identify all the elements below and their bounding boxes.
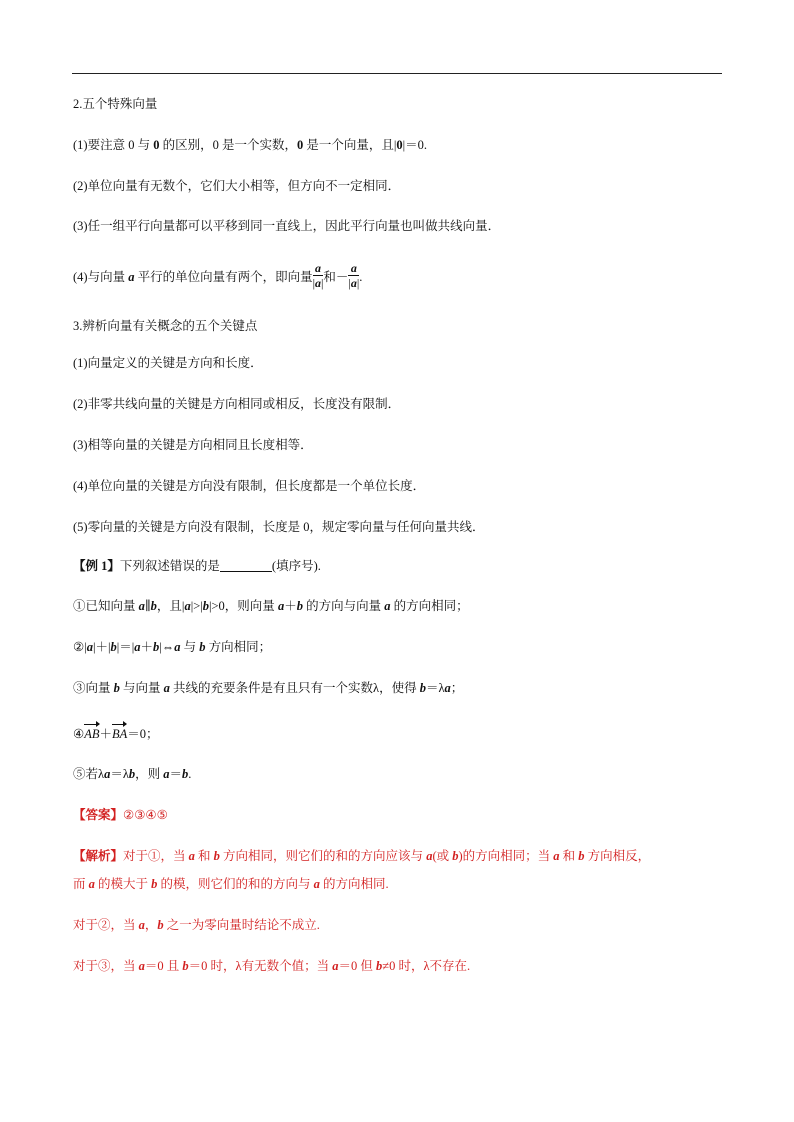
example-stem: 【例 1】下列叙述错误的是 (填序号). <box>73 559 321 573</box>
section3-item-5: (5)零向量的关键是方向没有限制，长度是 0，规定零向量与任何向量共线． <box>73 520 485 534</box>
analysis-line-1: 【解析】对于①，当 a 和 b 方向相同，则它们的和的方向应该与 a(或 b)的方向相同；当 a 和 b 方向相反， <box>73 849 651 863</box>
header-rule <box>72 73 722 74</box>
answer-line <box>73 807 168 823</box>
answer-blank <box>220 559 272 572</box>
unit-vector-fraction: $\frac{a}{|a|}$ <box>312 261 324 290</box>
analysis-line-2: 而 a 的模大于 b 的模，则它们的和的方向与 a 的方向相同. <box>73 877 389 891</box>
analysis-line-4: 对于③，当 a＝0 且 b＝0 时，λ有无数个值；当 a＝0 但 b≠0 时，λ不存在. <box>73 959 471 973</box>
section2-item-1: (1)要注意 0 与 0 的区别，0 是一个实数，0 是一个向量，且|0|＝0. <box>73 138 427 152</box>
answer-value: ②③④⑤ <box>123 808 168 822</box>
section2-item-3: (3)任一组平行向量都可以平移到同一直线上，因此平行向量也叫做共线向量． <box>73 219 501 233</box>
section3-item-3: (3)相等向量的关键是方向相同且长度相等． <box>73 438 313 452</box>
vector-ab: AB <box>84 727 100 741</box>
example-option-3: ③向量 b 与向量 a 共线的充要条件是有且只有一个实数λ，使得 b＝λa； <box>73 681 464 695</box>
section3-item-2: (2)非零共线向量的关键是方向相同或相反，长度没有限制． <box>73 397 401 411</box>
analysis-line-3: 对于②，当 a，b 之一为零向量时结论不成立. <box>73 918 320 932</box>
example-option-1: ①已知向量 a∥b，且|a|>|b|>0，则向量 a＋b 的方向与向量 a 的方向相同； <box>73 599 469 613</box>
example-option-2: ②|a|＋|b|＝|a＋b|⇔a 与 b 方向相同； <box>73 640 272 654</box>
section2-item-2: (2)单位向量有无数个，它们大小相等，但方向不一定相同． <box>73 179 401 193</box>
answer-label: 【答案】 <box>73 808 124 822</box>
analysis-label: 【解析】 <box>73 849 124 863</box>
section2-heading: 2.五个特殊向量 <box>73 97 158 111</box>
negative-unit-vector-fraction: $\frac{a}{|a|}$ <box>348 261 360 290</box>
example-option-5: ⑤若λa＝λb，则 a＝b. <box>73 767 192 781</box>
example-label: 【例 1】 <box>73 559 120 573</box>
example-option-4: ④AB＋BA＝0； <box>73 727 159 741</box>
section3-heading: 3.辨析向量有关概念的五个关键点 <box>73 319 258 333</box>
section3-item-4: (4)单位向量的关键是方向没有限制，但长度都是一个单位长度． <box>73 479 426 493</box>
section3-item-1: (1)向量定义的关键是方向和长度． <box>73 356 263 370</box>
vector-ba: BA <box>112 727 128 741</box>
section2-item-4: (4)与向量 a 平行的单位向量有两个，即向量 $\frac{a}{|a|}$ 和－ $\frac{a}{|a|}$ . <box>73 261 363 290</box>
